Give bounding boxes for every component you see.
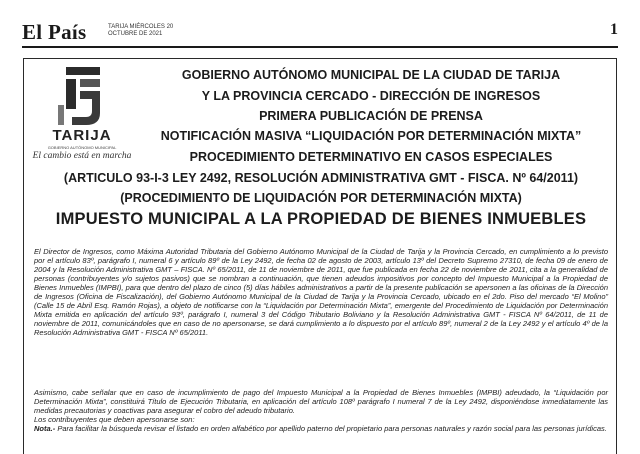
newspaper-name: El País: [22, 20, 87, 44]
notice-heading-6: (ARTICULO 93-I-3 LEY 2492, RESOLUCIÓN ADMINISTRATIVA GMT - FISCA. Nº 64/2011): [63, 171, 579, 185]
notice-heading-1: GOBIERNO AUTÓNOMO MUNICIPAL DE LA CIUDAD DE TARIJA: [181, 68, 561, 82]
notice-paragraph-3: Los contribuyentes que deben apersonarse son:: [34, 415, 195, 424]
notice-paragraph-1: El Director de Ingresos, como Máxima Autoridad Tributaria del Gobierno Autónomo Municipal de la Ciudad de Tarija y la Provincia Cercado, en cumplimiento a lo previsto por el artículo 83º, parágrafo I, numeral 6 y artículo 89º de la Ley 2492, de fecha 02 de agosto de 2003, artículo 13º del Decreto Supremo 27310, de fecha 09 de enero de 2004 y la Resolución Administrativa GMT – FISCA. Nº 65/2011, de 11 de noviembre de 2011, que fue publicada en fecha 22 de noviembre de 2011, cita a la generalidad de personas (contribuyentes y/o sujetos pasivos) que se nombran a continuación, que tienen adeudos impositivos por concepto del Impuesto Municipal a la Propiedad de Bienes Inmuebles (IMPBI), para que dentro del plazo de cinco (5) días hábiles administrativos a partir de la presente publicación se apersonen a las oficinas de la Dirección de Ingresos (Oficina de Fiscalización), del Gobierno Autónomo Municipal de la Ciudad de Tarija y la Provincia Cercado, ubicado en el 2do. Piso del mercado “El Molino” (Calle 15 de Abril Esq. Ramón Rojas), a objeto de notificarse con la “Liquidación por Determinación Mixta”, emergente del Procedimiento de Liquidación por Determinación Mixta emitida en aplicación del artículo 93º, parágrafo I, numeral 3 del Código Tributario Boliviano y la Resolución Administrativa GMT - FISCA Nº 64/2011, de 11 de noviembre de 2011, comunicándoles que en caso de no apersonarse, se dará cumplimiento a lo dispuesto por el artículo 89º, numeral 2 de la Ley 2492 y el artículo 4º de la Resolución Administrativa GMT - FISCA Nº 65/2011.: [34, 247, 608, 337]
notice-note: [34, 424, 608, 433]
notice-heading-4: NOTIFICACIÓN MASIVA “LIQUIDACIÓN POR DETERMINACIÓN MIXTA”: [160, 129, 582, 143]
newspaper-masthead: [22, 22, 618, 44]
page-number: 1: [610, 21, 618, 38]
masthead-rule: [22, 46, 618, 48]
notice-main-title: IMPUESTO MUNICIPAL A LA PROPIEDAD DE BIENES INMUEBLES: [55, 210, 587, 228]
publication-date: TARIJA MIÉRCOLES 20 OCTUBRE DE 2021: [108, 24, 174, 37]
tarija-logo-icon: [58, 65, 108, 129]
notice-heading-5: PROCEDIMIENTO DETERMINATIVO EN CASOS ESPECIALES: [189, 150, 553, 164]
logo-wordmark: TARIJA: [52, 127, 112, 144]
note-text: Para facilitar la búsqueda revisar el listado en orden alfabético por apellido paterno del propietario para personas naturales y razón social para las personas jurídicas.: [55, 424, 607, 433]
logo-slogan: El cambio está en marcha: [32, 151, 132, 161]
note-label: Nota.-: [34, 424, 56, 433]
notice-heading-7: (PROCEDIMIENTO DE LIQUIDACIÓN POR DETERMINACIÓN MIXTA): [120, 191, 522, 205]
notice-heading-3: PRIMERA PUBLICACIÓN DE PRENSA: [259, 109, 483, 123]
public-notice: [23, 58, 617, 454]
logo-caption: GOBIERNO AUTÓNOMO MUNICIPAL: [47, 145, 117, 150]
municipality-logo: [32, 65, 132, 169]
notice-paragraph-2: Asimismo, cabe señalar que en caso de incumplimiento de pago del Impuesto Municipal a la Propiedad de Bienes Inmuebles (IMPBI) adeudado, la “Liquidación por Determinación Mixta”, constituirá Título de Ejecución Tributaria, en aplicación del artículo 108º parágrafo I numeral 7 de la Ley 2492, disponiéndose inmediatamente las medidas precautorias y coactivas para asegurar el cobro del adeudo tributario.: [34, 388, 608, 415]
notice-heading-2: Y LA PROVINCIA CERCADO - DIRECCIÓN DE INGRESOS: [201, 89, 541, 103]
